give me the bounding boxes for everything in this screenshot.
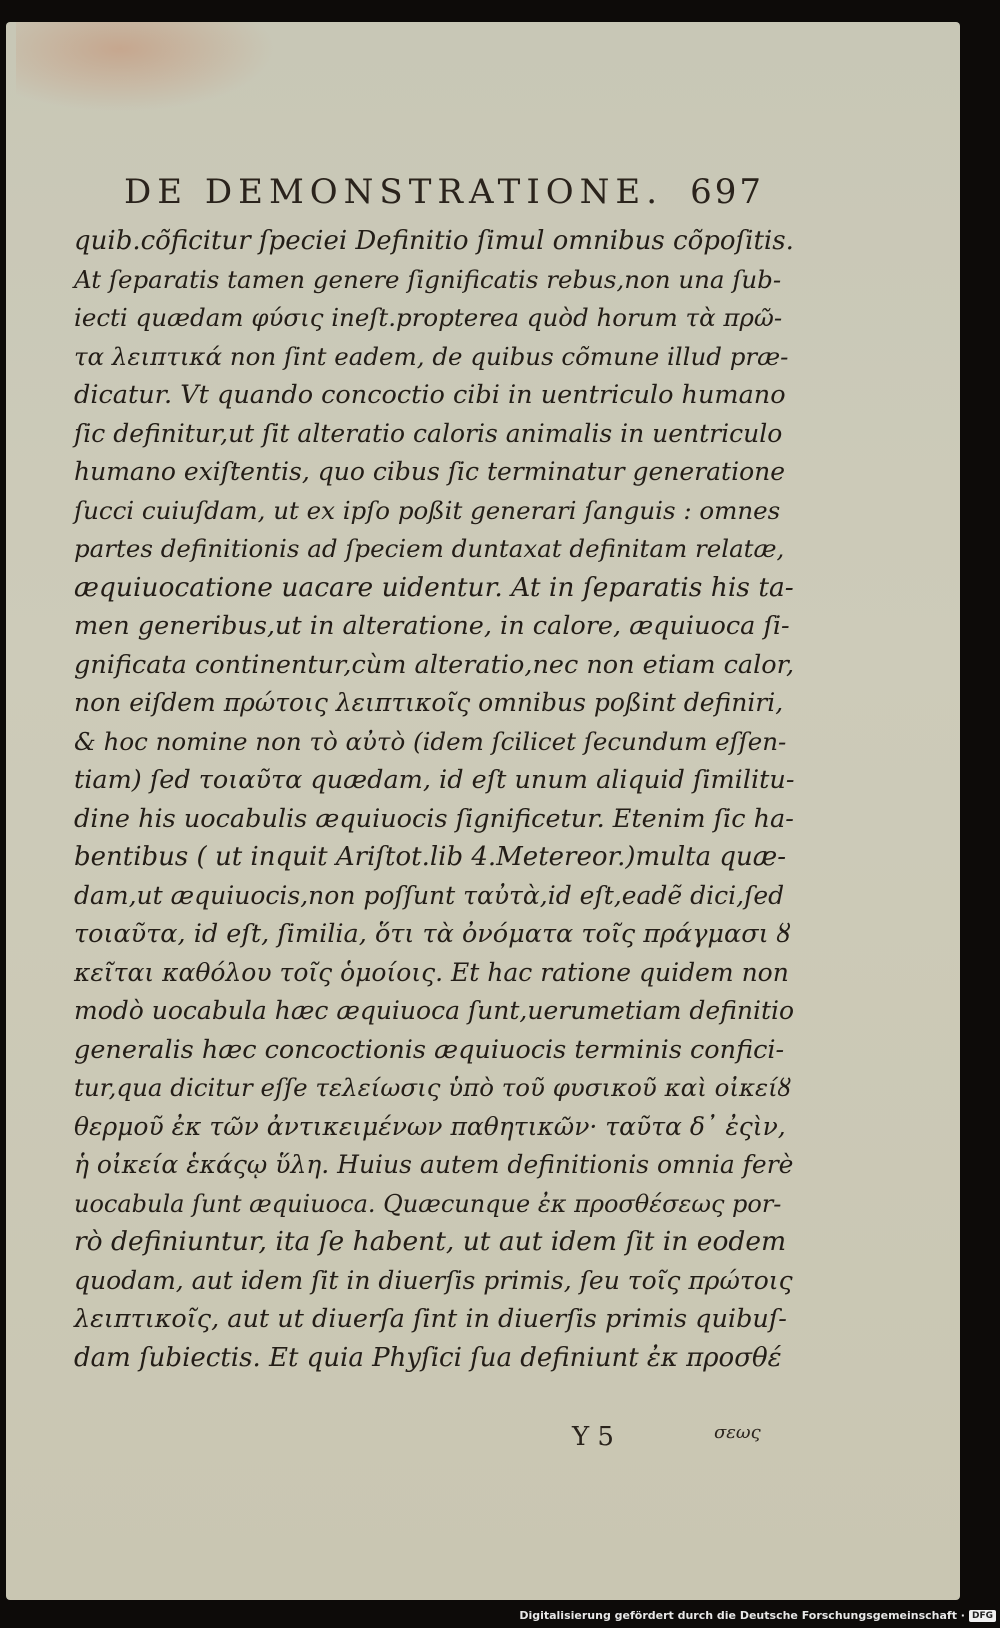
text-line: κεῖται καθόλου τοῖς ὁμοίοις. Et hac ratione quidem non: [74, 957, 789, 987]
text-line: ſic definitur,ut ſit alteratio caloris animalis in uentriculo: [74, 418, 783, 448]
text-line: dam ſubiectis. Et quia Phyſici ſua definiunt ἐκ προσθέ: [74, 1342, 782, 1373]
catchword: σεως: [713, 1422, 761, 1443]
text-line: quodam, aut idem ſit in diuerſis primis, ſeu τοῖς πρώτοις: [74, 1265, 793, 1295]
text-line: dam,ut æquiuocis,non poſſunt ταὐτὰ,id eſt,eadẽ dici,ſed: [74, 880, 785, 910]
text-line: At ſeparatis tamen genere ſignificatis rebus,non una ſub-: [74, 264, 782, 294]
text-line: men generibus,ut in alteratione, in calore, æquiuoca ſi-: [74, 611, 790, 641]
text-line: humano exiſtentis, quo cibus ſic terminatur generatione: [74, 457, 786, 486]
text-line: rò definiuntur, ita ſe habent, ut aut idem ſit in eodem: [74, 1226, 787, 1257]
text-line: ἡ οἰκεία ἑκάςῳ ὕλη. Huius autem definitionis omnia ferè: [74, 1150, 794, 1179]
text-line: quib.cõficitur ſpeciei Definitio ſimul omnibus cõpoſitis.: [74, 226, 794, 256]
text-line: tur,qua dicitur eſſe τελείωσις ὑπὸ τοῦ φυσικοῦ καὶ οἰκείȣ: [74, 1073, 792, 1102]
text-line: dine his uocabulis æquiuocis ſignificetur. Etenim ſic ha-: [74, 803, 794, 834]
text-line: dicatur. Vt quando concoctio cibi in uentriculo humano: [74, 380, 786, 410]
text-line: τα λειπτικά non ſint eadem, de quibus cõmune illud præ-: [74, 341, 789, 371]
text-line: gnificata continentur,cùm alteratio,nec non etiam calor,: [74, 649, 795, 680]
text-line: bentibus ( ut inquit Ariſtot.lib 4.Metereor.)multa quæ-: [74, 842, 787, 872]
digitization-credit: [519, 1609, 996, 1622]
text-line: partes definitionis ad ſpeciem duntaxat definitam relatæ,: [74, 534, 785, 563]
book-page: [6, 22, 960, 1600]
text-line: λειπτικοῖς, aut ut diuerſa ſint in diuerſis primis quibuſ-: [74, 1304, 787, 1334]
dfg-logo: DFG: [969, 1610, 996, 1622]
paper-stain: [16, 22, 276, 112]
credit-text: Digitalisierung gefördert durch die Deutsche Forschungsgemeinschaft ·: [519, 1609, 965, 1622]
text-line: uocabula ſunt æquiuoca. Quæcunque ἐκ προσθέσεως por-: [74, 1189, 782, 1218]
page-number: 697: [690, 172, 764, 212]
text-line: tiam) ſed τοιαῦτα quædam, id eſt unum aliquid ſimilitu-: [74, 765, 795, 795]
text-line: iecti quædam φύσις ineſt.propterea quòd horum τὰ πρῶ-: [74, 303, 783, 332]
text-line: θερμοῦ ἐκ τῶν ἀντικειμένων παθητικῶν· ταῦτα δ᾽ ἐςὶν,: [74, 1111, 786, 1141]
text-line: generalis hæc concoctionis æquiuocis terminis confici-: [74, 1034, 785, 1065]
text-line: ſucci cuiuſdam, ut ex ipſo poßit generari ſanguis : omnes: [74, 495, 781, 525]
text-line: æquiuocatione uacare uidentur. At in ſeparatis his ta-: [74, 571, 794, 603]
text-line: τοιαῦτα, id eſt, ſimilia, ὅτι τὰ ὀνόματα τοῖς πράγμασι ȣ: [74, 919, 791, 949]
running-title: DE DEMONSTRATIONE.: [124, 172, 664, 212]
text-line: non eiſdem πρώτοις λειπτικοῖς omnibus poßint definiri,: [74, 688, 784, 717]
signature-mark: Y 5: [572, 1422, 614, 1452]
page-footer: [572, 1422, 772, 1452]
text-line: & hoc nomine non τὸ αὐτὸ (idem ſcilicet ſecundum eſſen-: [74, 726, 787, 756]
running-header: [124, 172, 764, 212]
text-line: modò uocabula hæc æquiuoca ſunt,uerumetiam definitio: [74, 996, 795, 1025]
text-block: [74, 222, 794, 1377]
